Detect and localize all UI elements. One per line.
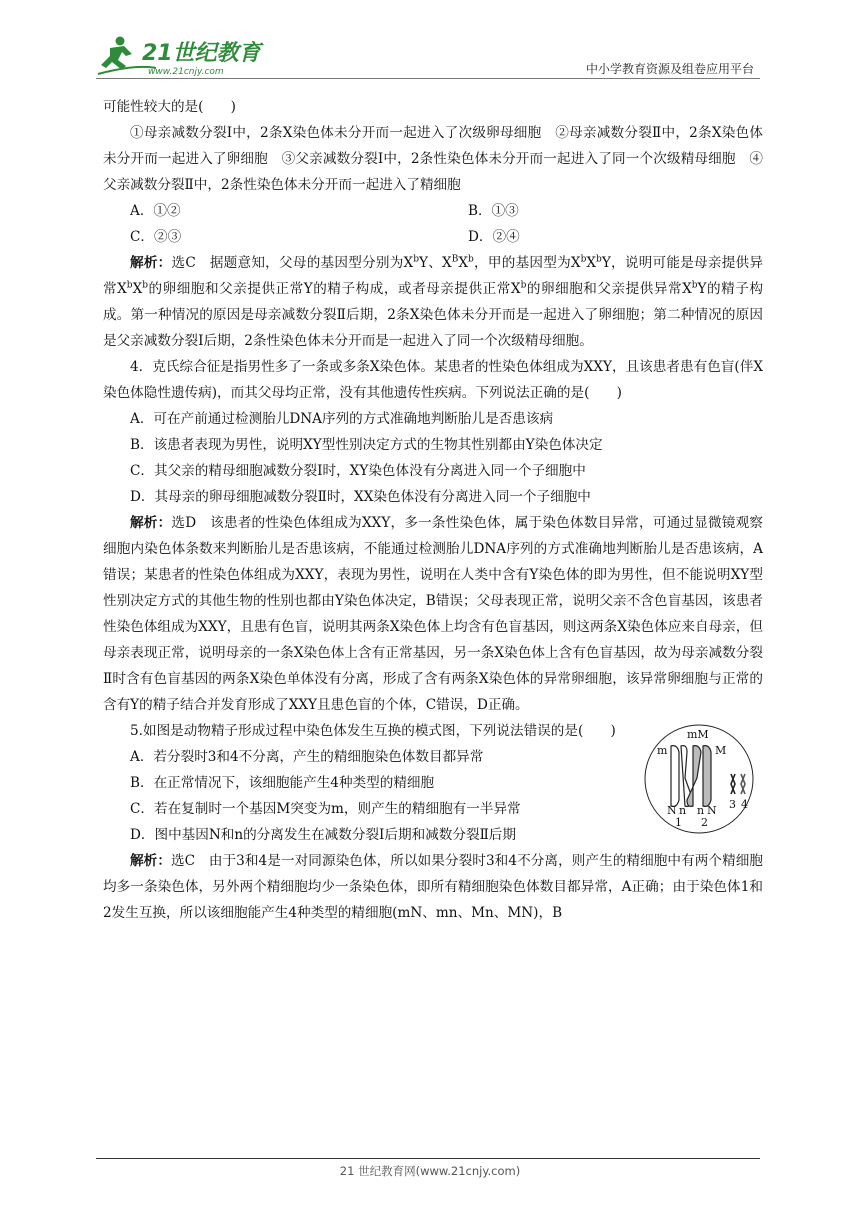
q4-option-b: B．该患者表现为男性，说明XY型性别决定方式的生物其性别都由Y染色体决定 xyxy=(130,437,603,453)
analysis-label: 解析： xyxy=(130,255,172,271)
q5-option-a: A．若分裂时3和4不分离，产生的精细胞染色体数目都异常 xyxy=(130,749,484,765)
superscript: b xyxy=(520,280,527,291)
analysis-label: 解析： xyxy=(130,515,172,531)
page-header xyxy=(96,34,760,80)
q3-analysis-part: X xyxy=(132,281,143,297)
logo-21cnjy xyxy=(96,34,266,78)
q3-analysis-part: 的卵细胞和父亲提供异常X xyxy=(526,281,692,297)
superscript: b xyxy=(142,280,149,291)
logo-text: 21世纪教育 xyxy=(142,41,261,66)
label-1: 1 xyxy=(675,816,682,829)
superscript: b xyxy=(126,280,133,291)
label-4: 4 xyxy=(741,798,748,811)
label-2: 2 xyxy=(701,816,708,829)
q5-option-b: B．在正常情况下，该细胞能产生4种类型的精细胞 xyxy=(130,775,435,791)
label-n1: n xyxy=(679,804,687,817)
page-content xyxy=(103,94,763,926)
header-platform-text: 中小学教育资源及组卷应用平台 xyxy=(585,62,754,76)
analysis-label: 解析： xyxy=(130,853,172,869)
label-N2: N xyxy=(707,804,717,817)
q5-analysis xyxy=(103,848,763,926)
q3-analysis-part: ，甲的基因型为X xyxy=(473,255,581,271)
q5-stem: 5.如图是动物精子形成过程中染色体发生互换的模式图，下列说法错误的是( ) xyxy=(130,723,616,739)
header-divider xyxy=(96,78,760,79)
q3-statements: ①母亲减数分裂Ⅰ中，2条X染色体未分开而一起进入了次级卵母细胞 ②母亲减数分裂Ⅱ中，2条X染色体未分开而一起进入了卵细胞 ③父亲减数分裂Ⅰ中，2条性染色体未分开而一起进入了同一个次级精母细胞 ④父亲减数分裂Ⅱ中，2条性染色体未分开而一起进入了精细胞 xyxy=(103,125,763,193)
q4-analysis-text: 选D 该患者的性染色体组成为XXY，多一条性染色体，属于染色体数目异常，可通过显微镜观察细胞内染色体条数来判断胎儿是否患该病，不能通过检测胎儿DNA序列的方式准确地判断胎儿是否患该病，A错误；某患者的性染色体组成为XXY，表现为男性，说明在人类中含有Y染色体的即为男性，但不能说明XY型性别决定方式的其他生物的性别也都由Y染色体决定，B错误；父母表现正常，说明父亲不含色盲基因，该患者性染色体组成为XXY，且患有色盲，说明其两条X染色体上均含有色盲基因，则这两条X染色体应来自母亲，但母亲表现正常，说明母亲的一条X染色体上含有正常基因，另一条X染色体上含有色盲基因，故为母亲减数分裂Ⅱ时含有色盲基因的两条X染色单体没有分离，形成了含有两条X染色体的异常卵细胞，该异常卵细胞与正常的含有Y的精子结合并发育形成了XXY且患色盲的个体，C错误，D正确。 xyxy=(103,515,764,713)
q3-analysis xyxy=(103,250,763,354)
footer-divider xyxy=(96,1158,760,1159)
q4-option-d: D．其母亲的卵母细胞减数分裂Ⅱ时，XX染色体没有分离进入同一个子细胞中 xyxy=(130,489,591,505)
logo-url: www.21cnjy.com xyxy=(148,67,224,77)
q3-analysis-part: 选C 据题意知，父母的基因型分别为X xyxy=(171,255,414,271)
superscript: b xyxy=(596,254,602,265)
chromosome-crossover-figure xyxy=(631,722,767,836)
superscript: B xyxy=(451,254,459,265)
chromosome-4 xyxy=(741,774,745,794)
q4-analysis xyxy=(103,510,763,718)
label-N: N xyxy=(667,804,677,817)
q3-analysis-part: X xyxy=(586,255,597,271)
q3-options-row1 xyxy=(103,198,763,224)
q3-option-d: D．②④ xyxy=(468,229,520,245)
label-n2: n xyxy=(697,804,705,817)
label-mM: mM xyxy=(687,728,709,741)
label-3: 3 xyxy=(729,798,736,811)
superscript: b xyxy=(468,254,474,265)
q3-option-b: B．①③ xyxy=(468,203,519,219)
q3-analysis-part: Y，说明可能是母亲提供异常X xyxy=(103,255,763,297)
q4-option-c: C．其父亲的精母细胞减数分裂Ⅰ时，XY染色体没有分离进入同一个子细胞中 xyxy=(130,463,586,479)
q3-analysis-part: X xyxy=(458,255,469,271)
q5-option-d: D．图中基因N和n的分离发生在减数分裂Ⅰ后期和减数分裂Ⅱ后期 xyxy=(130,827,516,843)
q3-option-c: C．②③ xyxy=(130,229,182,245)
footer-text: 21 世纪教育网(www.21cnjy.com) xyxy=(339,1164,521,1178)
superscript: b xyxy=(691,280,698,291)
q3-options-row2 xyxy=(103,224,763,250)
q5-option-c: C．若在复制时一个基因M突变为m，则产生的精细胞有一半异常 xyxy=(130,801,521,817)
chromosome-3 xyxy=(731,774,735,794)
label-M: M xyxy=(715,744,727,757)
q3-analysis-part: 的卵细胞和父亲提供正常Y的精子构成，或者母亲提供正常X xyxy=(148,281,521,297)
q3-stem-tail: 可能性较大的是( ) xyxy=(103,99,236,115)
q3-analysis-part: Y、X xyxy=(419,255,452,271)
q5-analysis-text: 选C 由于3和4是一对同源染色体，所以如果分裂时3和4不分离，则产生的精细胞中有两个精细胞均多一条染色体，另外两个精细胞均少一条染色体，即所有精细胞染色体数目都异常，A正确；由于染色体1和2发生互换，所以该细胞能产生4种类型的精细胞(mN、mn、Mn、MN)，B xyxy=(103,853,764,921)
q4-stem: 4．克氏综合征是指男性多了一条或多条X染色体。某患者的性染色体组成为XXY，且该患者患有色盲(伴X染色体隐性遗传病)，而其父母均正常，没有其他遗传性疾病。下列说法正确的是( ) xyxy=(103,359,763,401)
q3-analysis-part: Y的精子构成。第一种情况的原因是母亲减数分裂Ⅱ后期，2条X染色体未分开而是一起进入了卵细胞；第二种情况的原因是父亲减数分裂Ⅰ后期，2条性染色体未分开而是一起进入了同一个次级精母细胞。 xyxy=(103,281,763,349)
label-m: m xyxy=(657,744,668,757)
q3-option-a: A．①② xyxy=(130,203,181,219)
superscript: b xyxy=(580,254,587,265)
q5-block xyxy=(103,718,763,848)
superscript: b xyxy=(413,254,419,265)
q5-text-column xyxy=(103,718,623,848)
q4-option-a: A．可在产前通过检测胎儿DNA序列的方式准确地判断胎儿是否患该病 xyxy=(130,411,554,427)
chromosome-1 xyxy=(671,746,679,807)
chromosome-2 xyxy=(703,746,711,807)
chromatid-2a xyxy=(687,746,701,807)
